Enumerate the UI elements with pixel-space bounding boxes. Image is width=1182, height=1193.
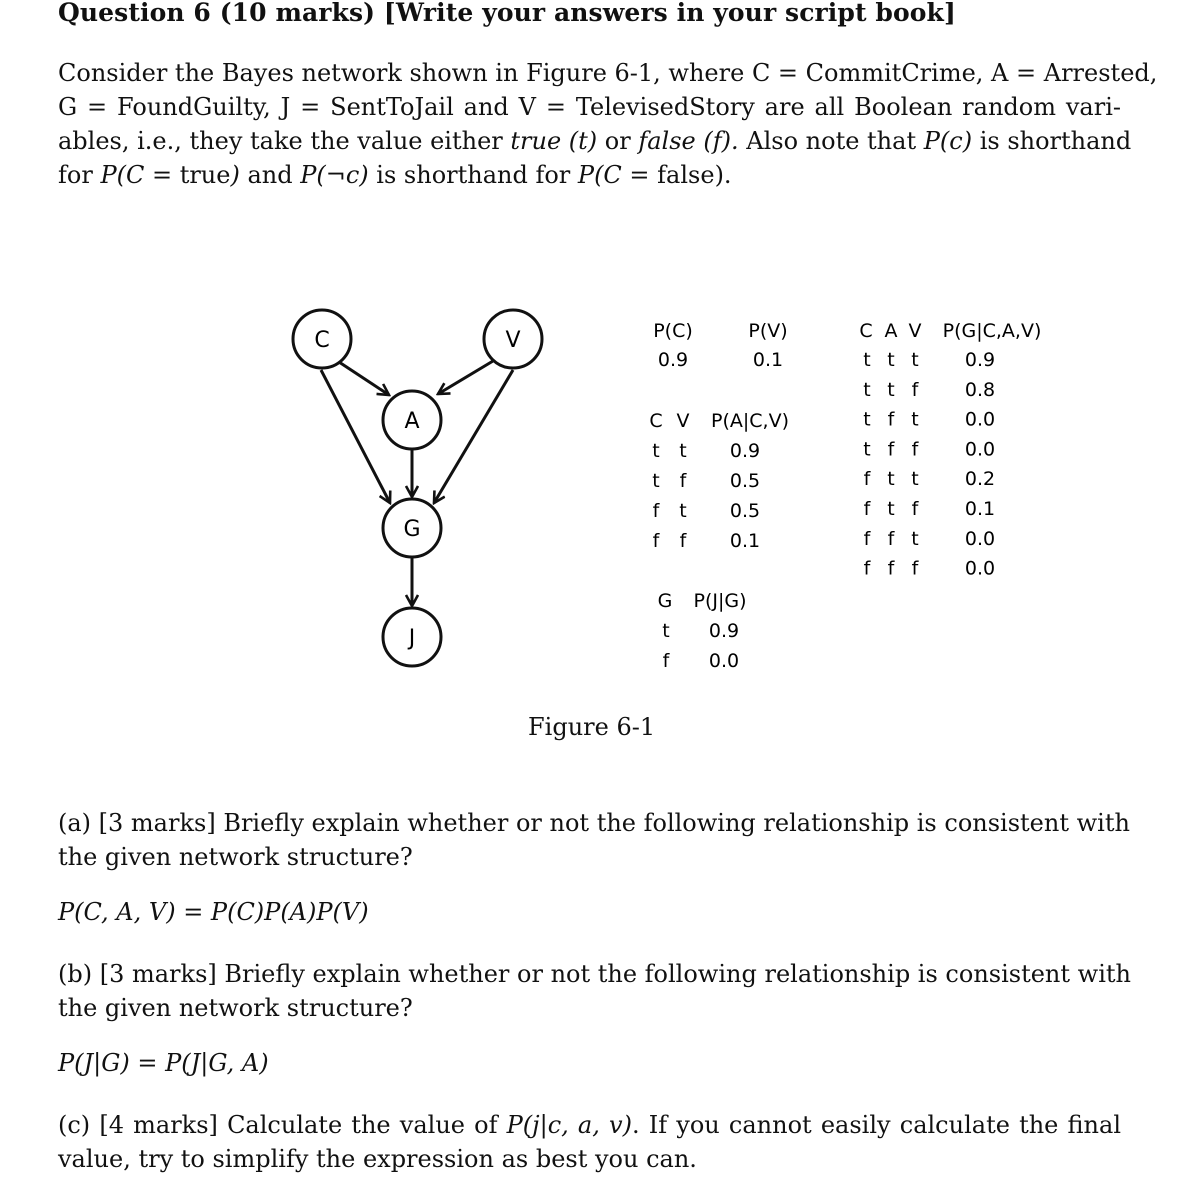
cpt-j-cell-g: f xyxy=(662,650,670,672)
math-term: P(C = xyxy=(577,161,658,189)
prior-tables xyxy=(653,320,787,371)
part-c-formula: P(j|c, a, v) xyxy=(506,1111,632,1139)
node-v xyxy=(484,310,542,368)
cpt-g-cell-c: t xyxy=(863,408,871,431)
cpt-g-cell-v: f xyxy=(911,498,919,520)
figure-caption: Figure 6-1 xyxy=(528,713,656,741)
edge-c-to-a xyxy=(339,362,389,395)
cpt-a-header-v: V xyxy=(676,410,690,432)
cpt-g-cell-c: f xyxy=(863,557,871,580)
pv-header: P(V) xyxy=(748,320,788,342)
cpt-g-cell-c: t xyxy=(863,349,871,371)
cpt-g-cell-a: t xyxy=(887,468,895,491)
cpt-g-cell-a: t xyxy=(887,498,895,520)
cpt-a-cell-c: f xyxy=(652,500,660,522)
node-g-label: G xyxy=(403,517,421,542)
cpt-g-cell-a: t xyxy=(887,349,895,371)
cpt-j-cell-g: t xyxy=(662,620,670,642)
cpt-g-cell-v: t xyxy=(911,527,919,550)
cpt-g-header-a: A xyxy=(884,320,898,342)
cpt-g-cell-a: f xyxy=(887,408,895,431)
cpt-a-cell-p: 0.5 xyxy=(729,500,761,522)
cpt-g-cell-a: f xyxy=(887,438,895,461)
cpt-a-cell-c: t xyxy=(652,440,660,462)
math-term: P(C = xyxy=(100,161,180,189)
cpt-g-cell-a: f xyxy=(887,557,895,580)
cpt-g-cell-c: f xyxy=(863,468,871,491)
part-c-text xyxy=(58,1108,1121,1176)
cpt-a-cell-p: 0.5 xyxy=(729,470,761,492)
node-c xyxy=(293,310,351,368)
cpt-g-cell-p: 0.0 xyxy=(964,408,996,431)
pc-header: P(C) xyxy=(653,320,693,342)
part-a-text xyxy=(58,806,1130,874)
node-j xyxy=(383,608,441,666)
math-term: ) xyxy=(230,161,240,189)
cpt-a-table xyxy=(649,410,789,552)
part-b-text xyxy=(58,957,1131,1025)
cpt-a-cell-v: t xyxy=(679,440,687,462)
part-c-line-2: value, try to simplify the expression as best you can. xyxy=(58,1145,697,1173)
intro-line-2: G = FoundGuilty, J = SentToJail and V = TelevisedStory are all Boolean random vari- xyxy=(58,93,1121,121)
cpt-g-cell-c: f xyxy=(863,498,871,520)
part-b-formula: P(J|G) = P(J|G, A) xyxy=(58,1049,269,1077)
cpt-g-cell-p: 0.9 xyxy=(964,349,996,371)
cpt-g-cell-v: f xyxy=(911,378,919,401)
cpt-g-cell-c: f xyxy=(863,527,871,550)
cpt-g-cell-a: t xyxy=(887,378,895,401)
node-a-label: A xyxy=(404,409,420,434)
cpt-g-cell-p: 0.1 xyxy=(964,498,996,520)
cpt-g-cell-p: 0.8 xyxy=(964,378,996,401)
part-a-formula: P(C, A, V) = P(C)P(A)P(V) xyxy=(58,898,369,926)
intro-line-1: Consider the Bayes network shown in Figure 6-1, where C = CommitCrime, A = Arrested, xyxy=(58,59,1158,87)
cpt-g-cell-p: 0.0 xyxy=(964,557,996,580)
edge-v-to-a xyxy=(438,361,493,394)
cpt-a-rows xyxy=(652,440,760,552)
cpt-a-header-p: P(A|C,V) xyxy=(711,410,789,432)
cpt-g-table xyxy=(859,320,1041,580)
cpt-g-cell-p: 0.2 xyxy=(964,468,996,491)
intro-text: is shorthand xyxy=(972,127,1132,155)
node-v-label: V xyxy=(505,328,521,353)
cpt-g-cell-c: t xyxy=(863,438,871,461)
part-b-line-1: (b) [3 marks] Briefly explain whether or not the following relationship is consistent with xyxy=(58,960,1131,988)
cpt-g-cell-c: t xyxy=(863,378,871,401)
cpt-g-header-c: C xyxy=(859,320,873,342)
intro-text: and xyxy=(239,161,301,189)
part-a-line-2: the given network structure? xyxy=(58,843,413,871)
cpt-a-cell-p: 0.1 xyxy=(729,530,761,552)
cpt-g-cell-v: t xyxy=(911,408,919,431)
math-term: P(¬c) xyxy=(300,161,369,189)
cpt-j-cell-p: 0.9 xyxy=(708,620,740,642)
cpt-g-cell-p: 0.0 xyxy=(964,527,996,550)
cpt-a-cell-v: f xyxy=(679,470,687,492)
cpt-g-cell-v: t xyxy=(911,468,919,491)
part-c-text-a: (c) [4 marks] Calculate the value of xyxy=(58,1111,507,1139)
pc-value: 0.9 xyxy=(657,349,689,371)
part-c-line-1 xyxy=(58,1108,1121,1142)
part-c-text-b: . If you cannot easily calculate the final xyxy=(631,1111,1122,1139)
node-j-label: J xyxy=(408,626,416,651)
true-term: true (t) xyxy=(510,127,598,155)
node-g xyxy=(383,499,441,557)
cpt-g-rows xyxy=(863,349,995,580)
cpt-j-rows xyxy=(662,620,739,672)
part-a-line-1: (a) [3 marks] Briefly explain whether or not the following relationship is consistent with xyxy=(58,809,1130,837)
cpt-j-cell-p: 0.0 xyxy=(708,650,740,672)
math-word: false xyxy=(657,161,715,189)
math-word: true xyxy=(179,161,231,189)
cpt-g-cell-a: f xyxy=(887,527,895,550)
math-pc: P(c) xyxy=(923,127,973,155)
cpt-a-cell-c: t xyxy=(652,470,660,492)
node-a xyxy=(383,391,441,449)
cpt-g-cell-v: f xyxy=(911,557,919,580)
cpt-j-table xyxy=(658,590,747,672)
cpt-g-header-p: P(G|C,A,V) xyxy=(942,320,1042,342)
intro-text: is shorthand for xyxy=(368,161,578,189)
node-c-label: C xyxy=(314,328,330,353)
cpt-a-header-c: C xyxy=(649,410,663,432)
math-term: ). xyxy=(714,161,732,189)
pv-value: 0.1 xyxy=(752,349,784,371)
question-heading: Question 6 (10 marks) [Write your answers in your script book] xyxy=(58,0,956,27)
cpt-a-cell-v: f xyxy=(679,530,687,552)
cpt-g-cell-p: 0.0 xyxy=(964,438,996,461)
intro-text: Also note that xyxy=(738,127,924,155)
cpt-g-cell-v: f xyxy=(911,438,919,461)
cpt-g-header-v: V xyxy=(908,320,922,342)
cpt-j-header-p: P(J|G) xyxy=(693,590,747,612)
cpt-j-header-g: G xyxy=(657,590,673,612)
cpt-a-cell-c: f xyxy=(652,530,660,552)
cpt-a-cell-v: t xyxy=(679,500,687,522)
cpt-g-cell-v: t xyxy=(911,349,919,371)
intro-text: for xyxy=(58,161,101,189)
intro-text: ables, i.e., they take the value either xyxy=(58,127,511,155)
intro-text: or xyxy=(597,127,639,155)
cpt-a-cell-p: 0.9 xyxy=(729,440,761,462)
part-b-line-2: the given network structure? xyxy=(58,994,413,1022)
false-term: false (f). xyxy=(638,127,739,155)
